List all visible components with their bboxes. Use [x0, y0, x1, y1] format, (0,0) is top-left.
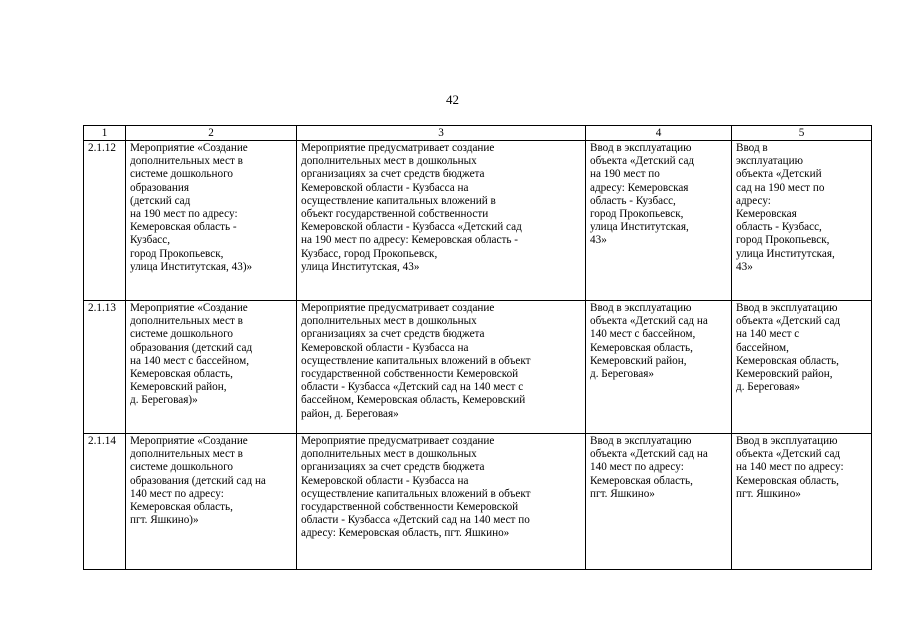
direct-result: Ввод в эксплуатацию объекта «Детский сад на 140 мест по адресу: Кемеровская область, пгт. Яшкино»: [586, 434, 732, 570]
final-result: Ввод в эксплуатацию объекта «Детский сад на 190 мест по адресу: Кемеровская область - Кузбасс, город Прокопьевск, улица Институтская, 43»: [732, 141, 872, 301]
table-row: [84, 141, 872, 301]
final-result: Ввод в эксплуатацию объекта «Детский сад на 140 мест по адресу: Кемеровская область, пгт. Яшкино»: [732, 434, 872, 570]
column-header-5: 5: [732, 126, 872, 141]
measures-table: [83, 125, 872, 570]
page-number: 42: [446, 92, 459, 107]
column-header-1: 1: [84, 126, 126, 141]
event-name: Мероприятие «Создание дополнительных мест в системе дошкольного образования (детский сад на 190 мест по адресу: Кемеровская область - Кузбасс, город Прокопьевск, улица Институтская, 43)»: [126, 141, 297, 301]
column-header-4: 4: [586, 126, 732, 141]
table-header-row: [84, 126, 872, 141]
row-number: 2.1.13: [84, 301, 126, 434]
row-number: 2.1.12: [84, 141, 126, 301]
event-description: Мероприятие предусматривает создание дополнительных мест в дошкольных организациях за счет средств бюджета Кемеровской области - Кузбасса на осуществление капитальных вложений в объект государственной собственности Кемеровской области - Кузбасса «Детский сад на 140 мест с бассейном, Кемеровская область, Кемеровский район, д. Береговая»: [297, 301, 586, 434]
event-name: Мероприятие «Создание дополнительных мест в системе дошкольного образования (детский сад на 140 мест с бассейном, Кемеровская область, Кемеровский район, д. Береговая)»: [126, 301, 297, 434]
final-result: Ввод в эксплуатацию объекта «Детский сад на 140 мест с бассейном, Кемеровская область, Кемеровский район, д. Береговая»: [732, 301, 872, 434]
table-row: [84, 434, 872, 570]
column-header-3: 3: [297, 126, 586, 141]
direct-result: Ввод в эксплуатацию объекта «Детский сад на 190 мест по адресу: Кемеровская область - Кузбасс, город Прокопьевск, улица Институтская, 43»: [586, 141, 732, 301]
column-header-2: 2: [126, 126, 297, 141]
row-number: 2.1.14: [84, 434, 126, 570]
table-row: [84, 301, 872, 434]
direct-result: Ввод в эксплуатацию объекта «Детский сад на 140 мест с бассейном, Кемеровская область, Кемеровский район, д. Береговая»: [586, 301, 732, 434]
event-description: Мероприятие предусматривает создание дополнительных мест в дошкольных организациях за счет средств бюджета Кемеровской области - Кузбасса на осуществление капитальных вложений в объект государственной собственности Кемеровской области - Кузбасса «Детский сад на 190 мест по адресу: Кемеровская область - Кузбасс, город Прокопьевск, улица Институтская, 43»: [297, 141, 586, 301]
event-name: Мероприятие «Создание дополнительных мест в системе дошкольного образования (детский сад на 140 мест по адресу: Кемеровская область, пгт. Яшкино)»: [126, 434, 297, 570]
event-description: Мероприятие предусматривает создание дополнительных мест в дошкольных организациях за счет средств бюджета Кемеровской области - Кузбасса на осуществление капитальных вложений в объект государственной собственности Кемеровской области - Кузбасса «Детский сад на 140 мест по адресу: Кемеровская область, пгт. Яшкино»: [297, 434, 586, 570]
